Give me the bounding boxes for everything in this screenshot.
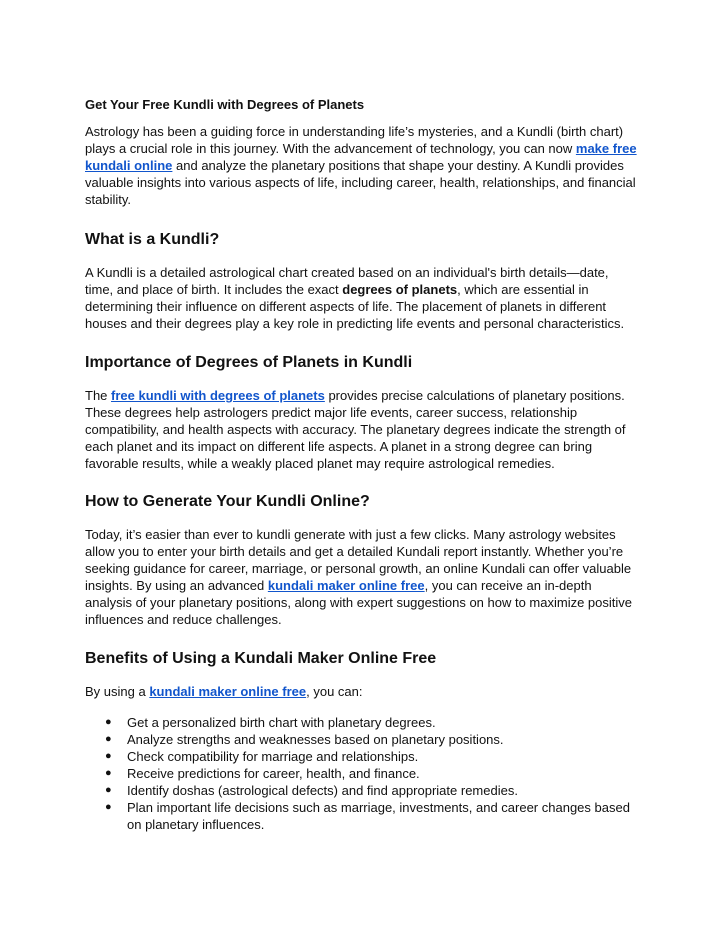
- document-title: Get Your Free Kundli with Degrees of Planets: [85, 97, 365, 112]
- kundali-maker-link-2[interactable]: kundali maker online free: [149, 684, 307, 699]
- how-text-start: Today, it’s easier than ever to kundli generate with just a few clicks. Many astrology websites allow you to enter your birth details and get a detailed Kundali report instantly. Whether you’re seeking guidance for career, marriage, or personal growth, an online Kundali can offer valuable insights. By using an advanced: [85, 527, 632, 593]
- bullet-icon: ●: [105, 750, 112, 762]
- benefits-text-start: By using a: [85, 684, 150, 699]
- degrees-of-planets-bold: degrees of planets: [342, 282, 458, 297]
- bullet-icon: ●: [105, 784, 112, 796]
- bullet-icon: ●: [105, 801, 112, 813]
- list-item: [85, 765, 637, 782]
- importance-paragraph: [85, 387, 637, 472]
- benefits-text-end: , you can:: [306, 684, 363, 699]
- importance-text-end: provides precise calculations of planetary positions. These degrees help astrologers predict major life events, career success, relationship compatibility, and health aspects with accuracy. The planetary degrees indicate the strength of each planet and its impact on different life aspects. A planet in a strong degree can bring favorable results, while a weakly placed planet may require astrological remedies.: [85, 388, 626, 471]
- intro-text-start: Astrology has been a guiding force in understanding life’s mysteries, and a Kundli (birth chart) plays a crucial role in this journey. With the advancement of technology, you can now: [85, 124, 624, 156]
- what-text-start: A Kundli is a detailed astrological chart created based on an individual's birth details—date, time, and place of birth. It includes the exact: [85, 265, 609, 297]
- intro-text-end: and analyze the planetary positions that shape your destiny. A Kundli provides valuable insights into various aspects of life, including career, health, relationships, and financial stability.: [85, 158, 636, 207]
- bullet-icon: ●: [105, 767, 112, 779]
- list-item-text: Analyze strengths and weaknesses based on planetary positions.: [127, 732, 504, 747]
- what-paragraph: [85, 264, 637, 332]
- benefits-heading: Benefits of Using a Kundali Maker Online Free: [85, 650, 437, 667]
- what-text-end: , which are essential in determining their influence on different aspects of life. The placement of planets in different houses and their degrees play a key role in predicting life events and personal characteristics.: [85, 282, 625, 331]
- list-item: [85, 731, 637, 748]
- list-item: [85, 782, 637, 799]
- bullet-icon: ●: [105, 716, 112, 728]
- list-item-text: Check compatibility for marriage and relationships.: [127, 749, 419, 764]
- list-item-text: Receive predictions for career, health, and finance.: [127, 766, 420, 781]
- list-item: [85, 714, 637, 731]
- list-item: [85, 748, 637, 765]
- list-item: [85, 799, 637, 833]
- benefits-list: [85, 714, 637, 833]
- make-free-kundali-link[interactable]: make free kundali online: [85, 141, 637, 173]
- how-to-generate-heading: How to Generate Your Kundli Online?: [85, 493, 370, 510]
- kundali-maker-link-1[interactable]: kundali maker online free: [267, 578, 425, 593]
- list-item-text: Identify doshas (astrological defects) and find appropriate remedies.: [127, 783, 518, 798]
- bullet-icon: ●: [105, 733, 112, 745]
- intro-paragraph: [85, 123, 637, 208]
- importance-text-start: The: [85, 388, 112, 403]
- free-kundli-degrees-link[interactable]: free kundli with degrees of planets: [111, 388, 325, 403]
- benefits-intro: [85, 683, 637, 700]
- how-paragraph: [85, 526, 637, 628]
- importance-heading: Importance of Degrees of Planets in Kundli: [85, 354, 413, 371]
- document-page: [85, 96, 637, 833]
- what-is-kundli-heading: What is a Kundli?: [85, 231, 220, 248]
- how-text-end: , you can receive an in-depth analysis of your planetary positions, along with expert suggestions on how to maximize positive influences and reduce challenges.: [85, 578, 633, 627]
- list-item-text: Get a personalized birth chart with planetary degrees.: [127, 715, 436, 730]
- list-item-text: Plan important life decisions such as marriage, investments, and career changes based on planetary influences.: [127, 800, 630, 832]
